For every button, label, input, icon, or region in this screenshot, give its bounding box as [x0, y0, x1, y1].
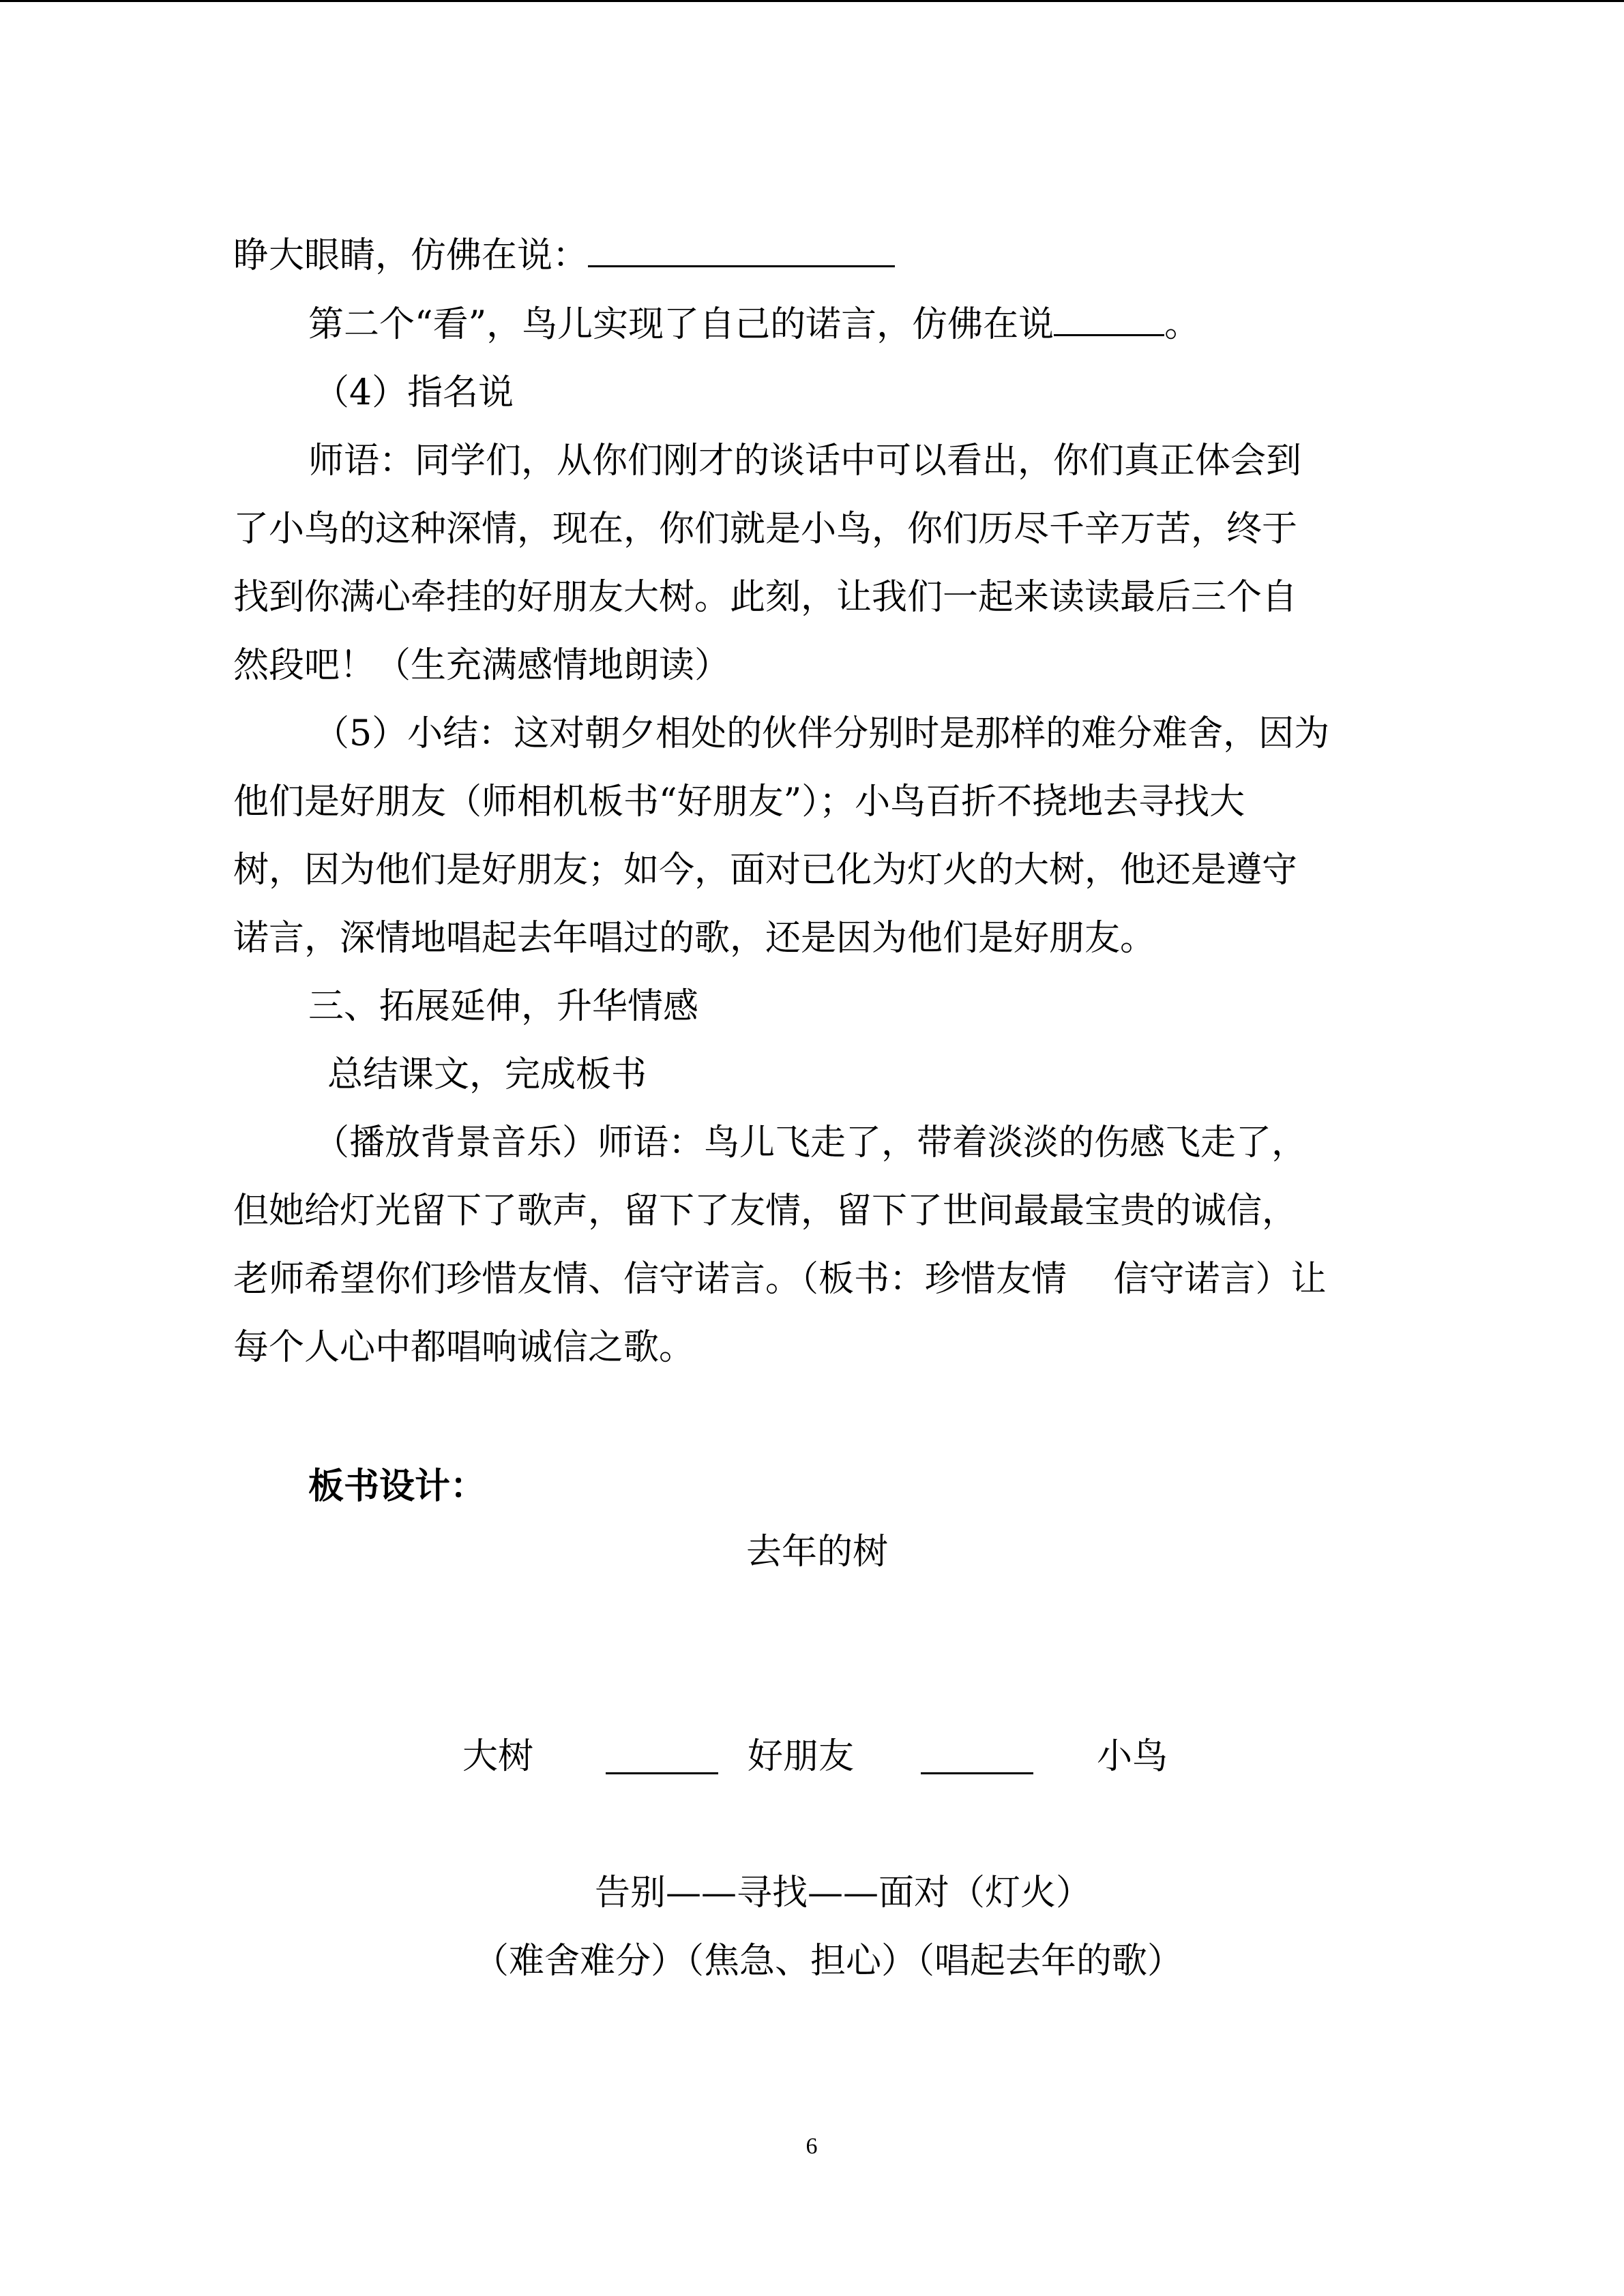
paragraph-line-7	[233, 644, 730, 687]
paragraph-line-9	[233, 780, 1245, 824]
paragraph-line-17	[233, 1326, 694, 1369]
line-text: 但她给灯光留下了歌声，留下了友情，留下了世间最最宝贵的诚信，	[233, 1191, 1298, 1232]
line-text: 总结课文，完成板书	[327, 1054, 647, 1095]
line-text: （4）指名说	[314, 372, 514, 413]
line-text: 了小鸟的这种深情，现在，你们就是小鸟，你们历尽千辛万苦，终于	[233, 509, 1298, 550]
page-number: 6	[806, 2134, 818, 2159]
paragraph-line-6	[233, 576, 1297, 619]
line-text: 老师希望你们珍惜友情、信守诺言。（板书：珍惜友情 信守诺言）让	[233, 1259, 1327, 1300]
paragraph-line-5	[233, 507, 1297, 551]
paragraph-line-1	[233, 234, 895, 278]
board-design-heading: 板书设计：	[308, 1465, 486, 1507]
line-text: 树，因为他们是好朋友；如今，面对已化为灯火的大树，他还是遵守	[233, 850, 1298, 891]
board-connector-right	[921, 1772, 1033, 1774]
line-text: 找到你满心牵挂的好朋友大树。此刻，让我们一起来读读最后三个自	[233, 577, 1298, 618]
section-heading-3	[308, 985, 698, 1028]
answer-blank	[1054, 333, 1164, 336]
paragraph-line-2	[308, 303, 1200, 346]
paragraph-line-10	[233, 848, 1297, 892]
line-text: 睁大眼睛，仿佛在说：	[233, 235, 589, 276]
paragraph-line-8	[314, 712, 1329, 756]
board-feelings: （难舍难分）（焦急、担心）（唱起去年的歌）	[473, 1941, 1183, 1982]
line-end-punct: 。	[1164, 304, 1200, 345]
paragraph-line-15	[233, 1189, 1297, 1233]
paragraph-line-4	[308, 439, 1301, 483]
paragraph-line-3	[314, 371, 514, 415]
line-text: 诺言，深情地唱起去年唱过的歌，还是因为他们是好朋友。	[233, 918, 1156, 959]
board-title: 去年的树	[746, 1532, 889, 1572]
line-text: （5）小结：这对朝夕相处的伙伴分别时是那样的难分难舍，因为	[314, 713, 1330, 754]
board-right-word: 小鸟	[1097, 1736, 1168, 1777]
line-text: （播放背景音乐）师语：鸟儿飞走了，带着淡淡的伤感飞走了，	[314, 1122, 1308, 1163]
line-text: 第二个“看”，鸟儿实现了自己的诺言，仿佛在说	[308, 304, 1054, 345]
line-text: 三、拓展延伸，升华情感	[308, 986, 699, 1027]
answer-blank	[588, 265, 895, 267]
paragraph-line-11	[233, 916, 1155, 960]
board-middle-word: 好朋友	[748, 1736, 855, 1777]
paragraph-line-13	[327, 1053, 647, 1097]
board-left-word: 大树	[462, 1736, 534, 1777]
line-text: 他们是好朋友（师相机板书“好朋友”）；小鸟百折不挠地去寻找大	[233, 781, 1245, 822]
page-top-border	[0, 0, 1624, 2]
line-text: 然段吧！（生充满感情地朗读）	[233, 645, 730, 686]
board-sequence: 告别——寻找——面对（灯火）	[595, 1873, 1092, 1913]
line-text: 每个人心中都唱响诚信之歌。	[233, 1327, 695, 1368]
paragraph-line-16	[233, 1257, 1327, 1301]
board-connector-left	[606, 1772, 718, 1774]
line-text: 师语：同学们，从你们刚才的谈话中可以看出，你们真正体会到	[308, 441, 1302, 481]
paragraph-line-14	[314, 1121, 1307, 1165]
